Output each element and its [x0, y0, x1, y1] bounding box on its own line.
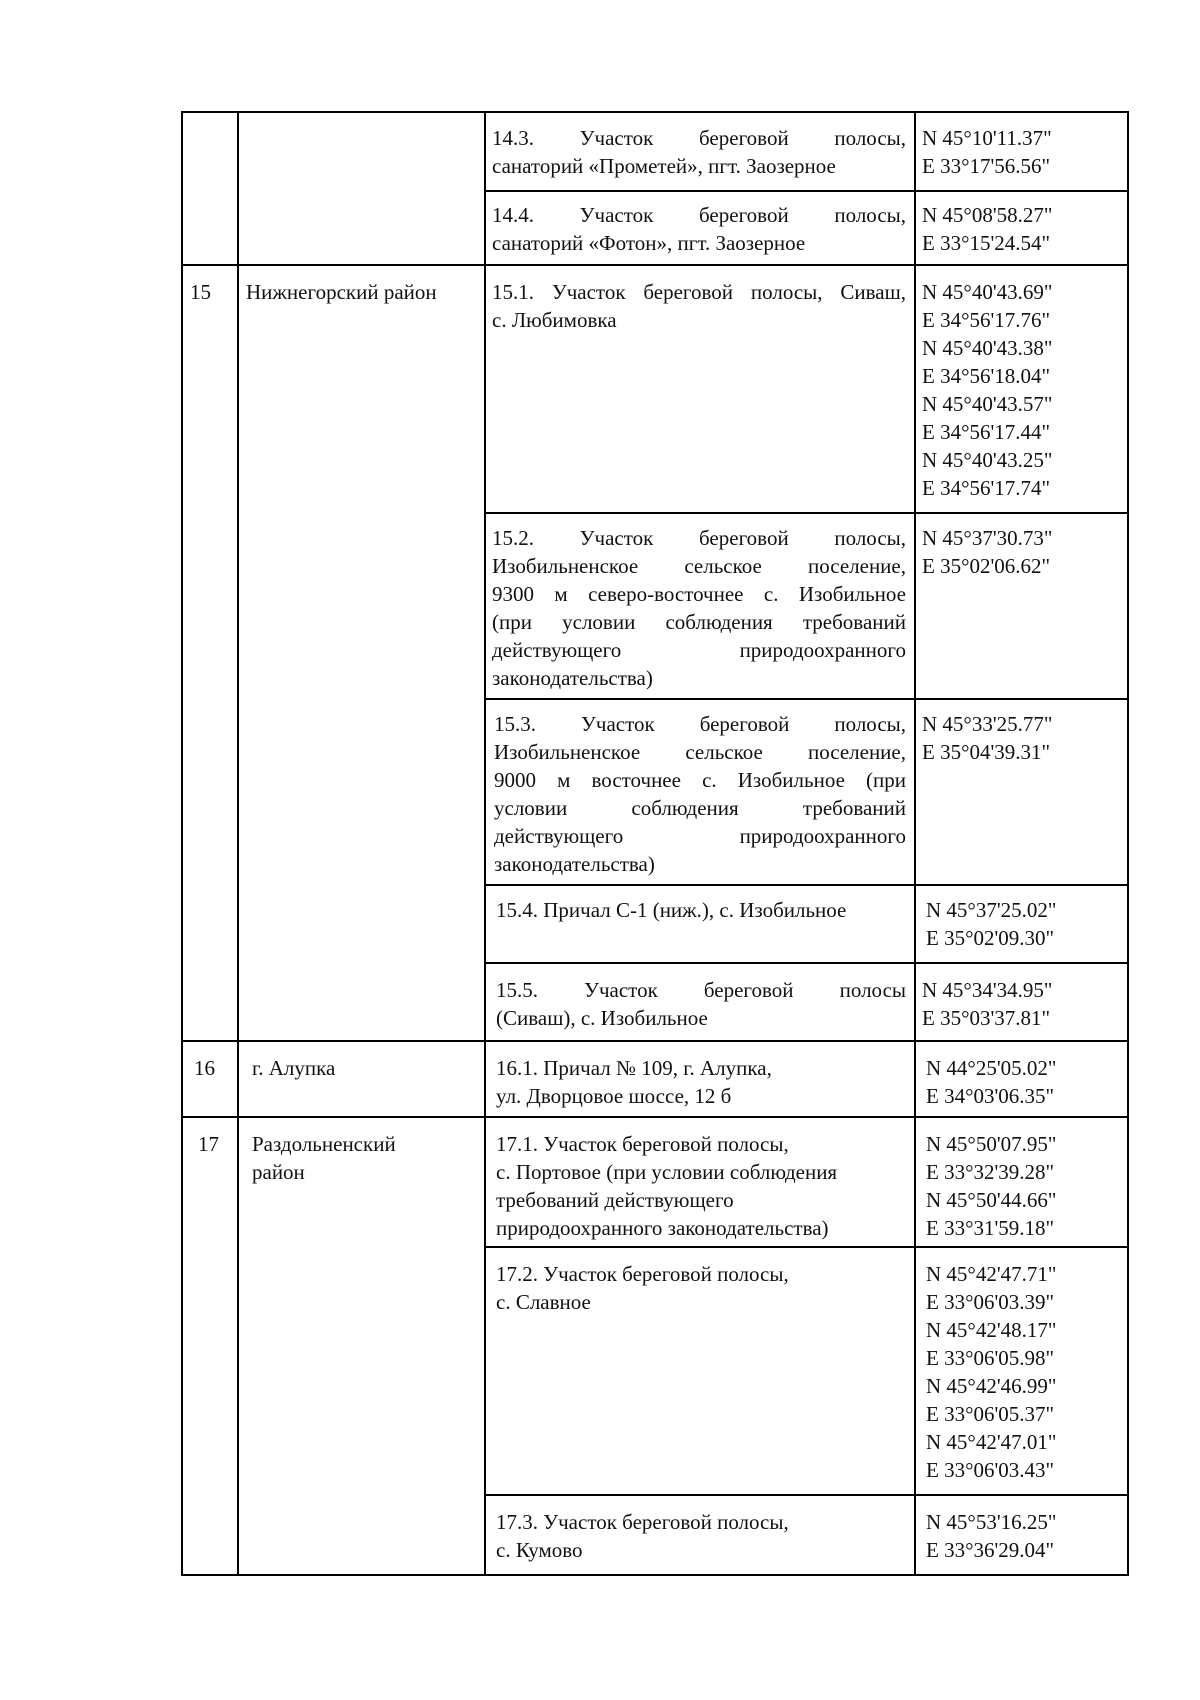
coordinate: E 33°17'56.56" — [922, 154, 1051, 178]
row-separator — [484, 698, 1129, 700]
table-row-14-3-coordinates — [922, 124, 1052, 180]
coordinate: E 34°03'06.35" — [926, 1084, 1055, 1108]
row-separator — [484, 190, 1129, 192]
group-separator — [181, 264, 1129, 266]
description-line: условии соблюдения требований — [494, 796, 906, 820]
group-17-district — [252, 1130, 396, 1186]
group-separator — [181, 1040, 1129, 1042]
district-line: район — [252, 1160, 305, 1184]
coordinate: N 45°50'07.95" — [926, 1132, 1057, 1156]
coordinate: N 45°42'48.17" — [926, 1318, 1057, 1342]
description-line: 14.3. Участок береговой полосы, — [492, 126, 906, 150]
coordinate: E 33°06'03.39" — [926, 1290, 1055, 1314]
table-row-15-4-description — [496, 896, 906, 924]
description-line: 15.1. Участок береговой полосы, Сиваш, — [492, 280, 906, 304]
coordinate: E 34°56'17.44" — [922, 420, 1051, 444]
coordinate: E 33°36'29.04" — [926, 1538, 1055, 1562]
table-row-15-5-coordinates — [922, 976, 1052, 1032]
table-row-15-3-description — [494, 710, 906, 878]
description-line: ул. Дворцовое шоссе, 12 б — [496, 1084, 732, 1108]
coordinate: N 45°40'43.25" — [922, 448, 1053, 472]
description-line: 17.1. Участок береговой полосы, — [496, 1132, 789, 1156]
description-line: 15.2. Участок береговой полосы, — [492, 526, 906, 550]
coordinate: N 45°37'30.73" — [922, 526, 1053, 550]
description-line: 14.4. Участок береговой полосы, — [492, 203, 906, 227]
table-border-top — [181, 111, 1129, 113]
table-row-14-4-coordinates — [922, 201, 1052, 257]
coordinate: E 34°56'17.76" — [922, 308, 1051, 332]
table-border-bottom — [181, 1574, 1129, 1576]
coordinate: E 33°06'05.37" — [926, 1402, 1055, 1426]
coordinate: E 34°56'18.04" — [922, 364, 1051, 388]
row-separator — [484, 962, 1129, 964]
description-line: санаторий «Прометей», пгт. Заозерное — [492, 154, 836, 178]
coordinate: N 45°08'58.27" — [922, 203, 1053, 227]
coordinate: N 45°40'43.69" — [922, 280, 1053, 304]
description-line: 17.3. Участок береговой полосы, — [496, 1510, 789, 1534]
table-column-divider — [237, 111, 239, 1576]
description-line: 15.5. Участок береговой полосы — [496, 978, 906, 1002]
table-row-17-3-coordinates — [926, 1508, 1056, 1564]
group-17-number: 17 — [198, 1132, 219, 1156]
group-16-district: г. Алупка — [252, 1056, 336, 1080]
district-line: Раздольненский — [252, 1132, 396, 1156]
table-row-15-1-description — [492, 278, 906, 334]
group-15-number: 15 — [190, 280, 211, 304]
row-separator — [484, 884, 1129, 886]
table-row-15-4-coordinates — [926, 896, 1056, 952]
coordinate: N 45°33'25.77" — [922, 712, 1053, 736]
description-line: природоохранного законодательства) — [496, 1216, 829, 1240]
coordinate: N 45°53'16.25" — [926, 1510, 1057, 1534]
table-row-17-1-coordinates — [926, 1130, 1056, 1242]
description-line: Изобильненское сельское поселение, — [492, 554, 906, 578]
table-row-15-3-coordinates — [922, 710, 1052, 766]
group-15-district: Нижнегорский район — [246, 280, 437, 304]
description-line: 9300 м северо-восточнее с. Изобильное — [492, 582, 906, 606]
description-line: с. Любимовка — [492, 308, 617, 332]
group-separator — [181, 1116, 1129, 1118]
row-separator — [484, 512, 1129, 514]
table-row-17-3-description — [496, 1508, 906, 1564]
description-line: с. Портовое (при условии соблюдения — [496, 1160, 838, 1184]
table-row-14-4-description — [492, 201, 906, 257]
coordinate: N 45°40'43.57" — [922, 392, 1053, 416]
coordinate: N 45°42'46.99" — [926, 1374, 1057, 1398]
coordinate: E 33°32'39.28" — [926, 1160, 1055, 1184]
coordinate: E 35°04'39.31" — [922, 740, 1051, 764]
group-16-number: 16 — [194, 1056, 215, 1080]
coordinate: N 45°42'47.01" — [926, 1430, 1057, 1454]
coordinate: E 35°03'37.81" — [922, 1006, 1051, 1030]
description-line: (Сиваш), с. Изобильное — [496, 1006, 708, 1030]
coordinate: N 45°50'44.66" — [926, 1188, 1057, 1212]
description-line: с. Кумово — [496, 1538, 583, 1562]
description-line: Изобильненское сельское поселение, — [494, 740, 906, 764]
coordinate: N 45°10'11.37" — [922, 126, 1052, 150]
coordinate: E 33°06'03.43" — [926, 1458, 1055, 1482]
description-line: 17.2. Участок береговой полосы, — [496, 1262, 789, 1286]
description-line: санаторий «Фотон», пгт. Заозерное — [492, 231, 806, 255]
coordinate: E 35°02'09.30" — [926, 926, 1055, 950]
row-separator — [484, 1494, 1129, 1496]
coordinate: E 35°02'06.62" — [922, 554, 1051, 578]
table-row-15-2-coordinates — [922, 524, 1052, 580]
coordinate: E 33°06'05.98" — [926, 1346, 1055, 1370]
coordinate: N 45°42'47.71" — [926, 1262, 1057, 1286]
table-row-16-1-description — [496, 1054, 906, 1110]
coordinate: E 34°56'17.74" — [922, 476, 1051, 500]
description-line: законодательства) — [494, 852, 655, 876]
description-line: с. Славное — [496, 1290, 591, 1314]
description-line: 9000 м восточнее с. Изобильное (при — [494, 768, 906, 792]
description-line: требований действующего — [496, 1188, 734, 1212]
table-row-17-2-description — [496, 1260, 906, 1316]
table-row-15-5-description — [496, 976, 906, 1032]
coordinate: N 45°40'43.38" — [922, 336, 1053, 360]
description-line: 15.4. Причал С-1 (ниж.), с. Изобильное — [496, 898, 847, 922]
table-row-14-3-description — [492, 124, 906, 180]
table-row-15-2-description — [492, 524, 906, 692]
description-line: 15.3. Участок береговой полосы, — [494, 712, 906, 736]
table-column-divider — [914, 111, 916, 1576]
description-line: 16.1. Причал № 109, г. Алупка, — [496, 1056, 772, 1080]
table-row-16-1-coordinates — [926, 1054, 1056, 1110]
table-row-17-1-description — [496, 1130, 906, 1242]
coordinate: N 45°34'34.95" — [922, 978, 1053, 1002]
table-border-right — [1127, 111, 1129, 1576]
table-border-left — [181, 111, 183, 1576]
row-separator — [484, 1246, 1129, 1248]
description-line: законодательства) — [492, 666, 653, 690]
description-line: действующего природоохранного — [494, 824, 906, 848]
table-row-15-1-coordinates — [922, 278, 1052, 502]
coordinate: N 44°25'05.02" — [926, 1056, 1057, 1080]
table-row-17-2-coordinates — [926, 1260, 1056, 1484]
description-line: действующего природоохранного — [492, 638, 906, 662]
coordinate: E 33°31'59.18" — [926, 1216, 1055, 1240]
table-column-divider — [484, 111, 486, 1576]
description-line: (при условии соблюдения требований — [492, 610, 906, 634]
coordinate: E 33°15'24.54" — [922, 231, 1051, 255]
coordinate: N 45°37'25.02" — [926, 898, 1057, 922]
